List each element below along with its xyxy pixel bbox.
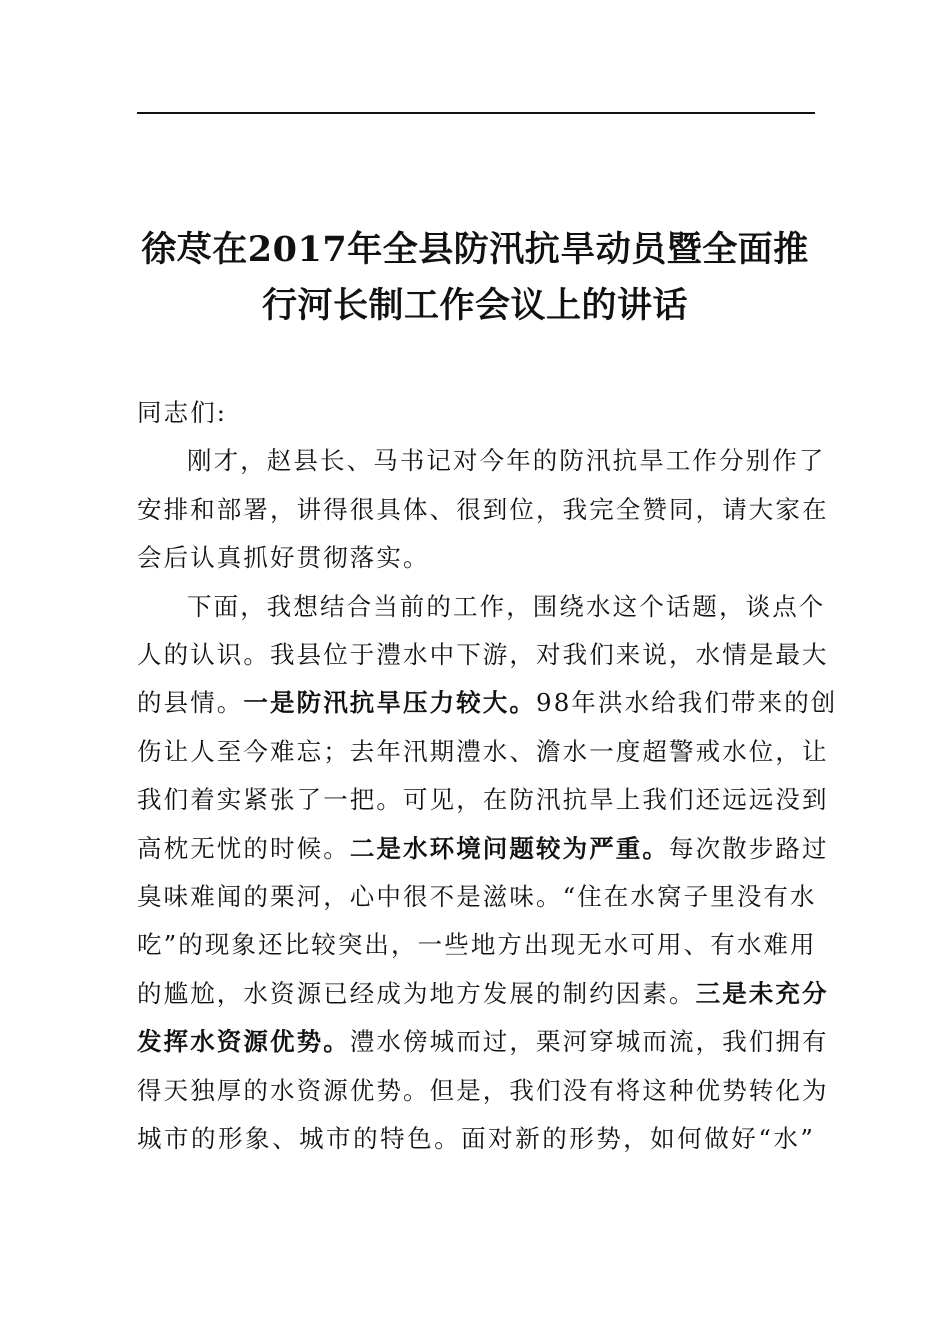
title-line-2: 行河长制工作会议上的讲话: [261, 285, 688, 326]
body-line: [137, 583, 826, 631]
body-text-segment: 每次散步路过: [669, 833, 829, 863]
body-text-segment: 吃”的现象还比较突出，一些地方出现无水可用、有水难用: [137, 930, 817, 960]
speech-paragraphs: [137, 437, 838, 1163]
body-line: [137, 486, 829, 534]
bold-heading-text: 一是防汛抗旱压力较大。: [243, 688, 537, 718]
body-text-segment: 高枕无忧的时候。: [137, 833, 350, 863]
body-line: [137, 1018, 829, 1066]
body-text-segment: 下面，我想结合当前的工作，围绕水这个话题，谈点个: [187, 591, 826, 621]
body-text-segment: 人的认识。我县位于澧水中下游，对我们来说，水情是最大: [137, 640, 829, 670]
body-text-segment: 伤让人至今难忘；去年汛期澧水、澹水一度超警戒水位，让: [137, 736, 829, 766]
body-text-segment: 澧水傍城而过，栗河穿城而流，我们拥有: [349, 1027, 829, 1057]
bold-heading-text: 二是水环境问题较为严重。: [349, 833, 670, 863]
body-text-segment: 会后认真抓好贯彻落实。: [137, 543, 430, 573]
body-text-segment: 刚才，赵县长、马书记对今年的防汛抗旱工作分别作了: [187, 446, 826, 476]
body-text-segment: 安排和部署，讲得很具体、很到位，我完全赞同，请大家在: [137, 494, 829, 524]
body-text-segment: 的县情。: [137, 688, 244, 718]
body-text-segment: 98年洪水给我们带来的创: [536, 688, 838, 718]
body-text-segment: 的尴尬，水资源已经成为地方发展的制约因素。: [137, 978, 696, 1008]
document-body: [137, 389, 838, 1164]
body-line: [137, 825, 829, 873]
title-line-1: 徐荩在2017年全县防汛抗旱动员暨全面推: [141, 229, 809, 270]
body-line: [137, 873, 815, 921]
body-line: [137, 1115, 815, 1163]
bold-heading-text: 发挥水资源优势。: [137, 1027, 350, 1057]
bold-heading-text: 三是未充分: [695, 978, 829, 1008]
body-line: [137, 631, 829, 679]
body-line: [137, 1067, 829, 1115]
body-line: [137, 921, 815, 969]
body-text-segment: 得天独厚的水资源优势。但是，我们没有将这种优势转化为: [137, 1075, 829, 1105]
body-line: [137, 437, 826, 485]
body-line: [137, 728, 829, 776]
header-rule: [137, 112, 815, 114]
body-line: [137, 534, 815, 582]
body-text-segment: 城市的形象、城市的特色。面对新的形势，如何做好“水”: [137, 1124, 815, 1154]
body-line: [137, 970, 829, 1018]
body-line: [137, 679, 838, 727]
salutation: 同志们:: [137, 398, 228, 427]
body-line: [137, 776, 829, 824]
body-text-segment: 臭味难闻的栗河，心中很不是滋味。“住在水窝子里没有水: [137, 882, 817, 912]
document-title: [110, 222, 840, 334]
body-text-segment: 我们着实紧张了一把。可见，在防汛抗旱上我们还远远没到: [137, 785, 829, 815]
